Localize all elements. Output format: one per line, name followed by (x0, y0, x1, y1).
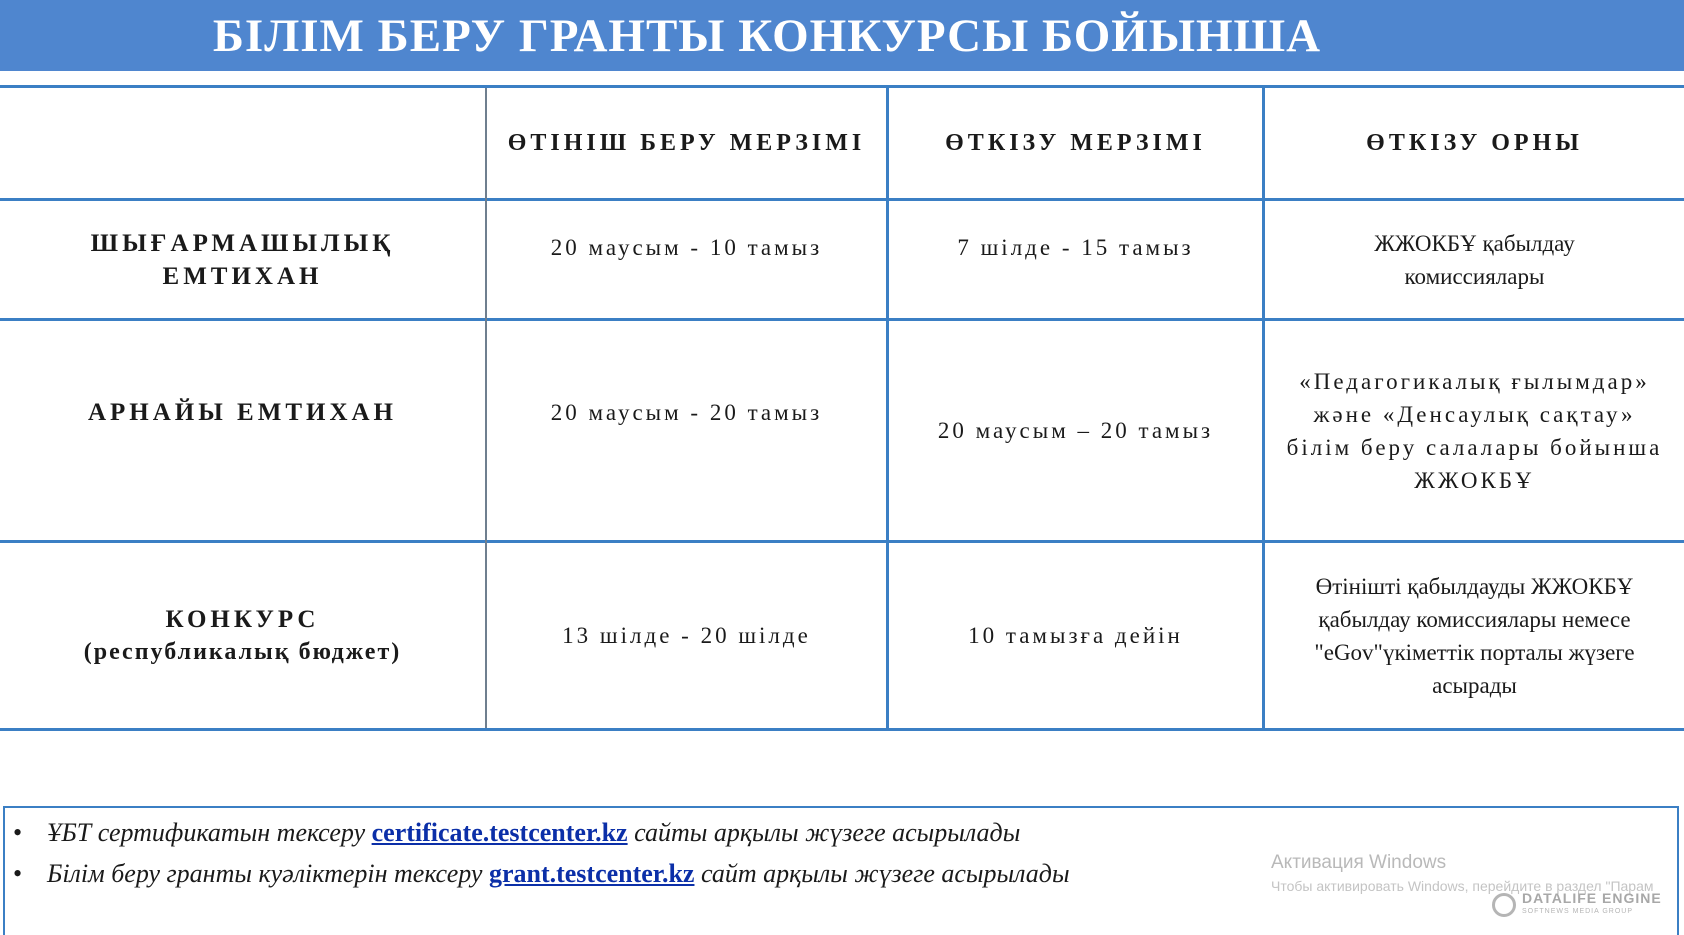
datalife-engine-watermark (1492, 892, 1662, 918)
header-exam-place: ӨТКІЗУ ОРНЫ (1366, 130, 1583, 156)
header-exam-period: ӨТКІЗУ МЕРЗІМІ (945, 130, 1206, 156)
contest-sublabel: (республикалық бюджет) (83, 638, 402, 665)
note-text: сайты арқылы жүзеге асырылады (627, 818, 1021, 847)
contest-label: КОНКУРС (165, 605, 320, 633)
schedule-table (0, 85, 1684, 731)
certificate-link[interactable]: certificate.testcenter.kz (371, 818, 628, 847)
row-label-special-exam: АРНАЙЫ ЕМТИХАН (87, 399, 397, 426)
bullet: • (13, 818, 23, 847)
row1-application-period: 20 маусым - 10 тамыз (550, 234, 823, 260)
note-certificate (13, 818, 1020, 848)
note-text: ҰБТ сертификатын тексеру (47, 818, 372, 847)
note-grant (13, 859, 1070, 889)
note-text: сайт арқылы жүзеге асырылады (694, 859, 1070, 888)
header-empty (0, 88, 485, 198)
row1-exam-period: 7 шілде - 15 тамыз (957, 234, 1194, 260)
windows-activation-title: Активация Windows (1271, 852, 1447, 873)
windows-activation-hint: Чтобы активировать Windows, перейдите в раздел "Парам (1271, 878, 1654, 894)
row3-application-period: 13 шілде - 20 шілде (562, 622, 811, 648)
datalife-brand-sub: SOFTNEWS MEDIA GROUP (1522, 908, 1634, 915)
datalife-logo-icon (1492, 893, 1516, 917)
page-title: БІЛІМ БЕРУ ГРАНТЫ КОНКУРСЫ БОЙЫНША (212, 9, 1322, 62)
bullet: • (13, 859, 23, 888)
row3-exam-period: 10 тамызға дейін (968, 622, 1183, 648)
row1-exam-place: ЖЖОКБҰ қабылдау комиссиялары (1374, 230, 1575, 289)
header-application-period: ӨТІНІШ БЕРУ МЕРЗІМІ (507, 130, 866, 156)
datalife-brand: DATALIFE ENGINE (1522, 890, 1662, 906)
row3-exam-place: Өтінішті қабылдауды ЖЖОКБҰ қабылдау комиссиялары немесе "eGov"үкіметтік порталы жүзеге асырады (1314, 573, 1635, 698)
row2-exam-period: 20 маусым – 20 тамыз (937, 417, 1214, 443)
title-banner (0, 0, 1684, 71)
row-label-contest (0, 543, 485, 728)
row-label-creative-exam: ШЫҒАРМАШЫЛЫҚ ЕМТИХАН (90, 229, 395, 290)
row2-application-period: 20 маусым - 20 тамыз (550, 399, 823, 425)
row2-exam-place: «Педагогикалық ғылымдар» және «Денсаулық сақтау» білім беру салалары бойынша ЖЖОКБҰ (1286, 368, 1663, 493)
grant-link[interactable]: grant.testcenter.kz (488, 859, 695, 888)
note-text: Білім беру гранты куәліктерін тексеру (47, 859, 489, 888)
